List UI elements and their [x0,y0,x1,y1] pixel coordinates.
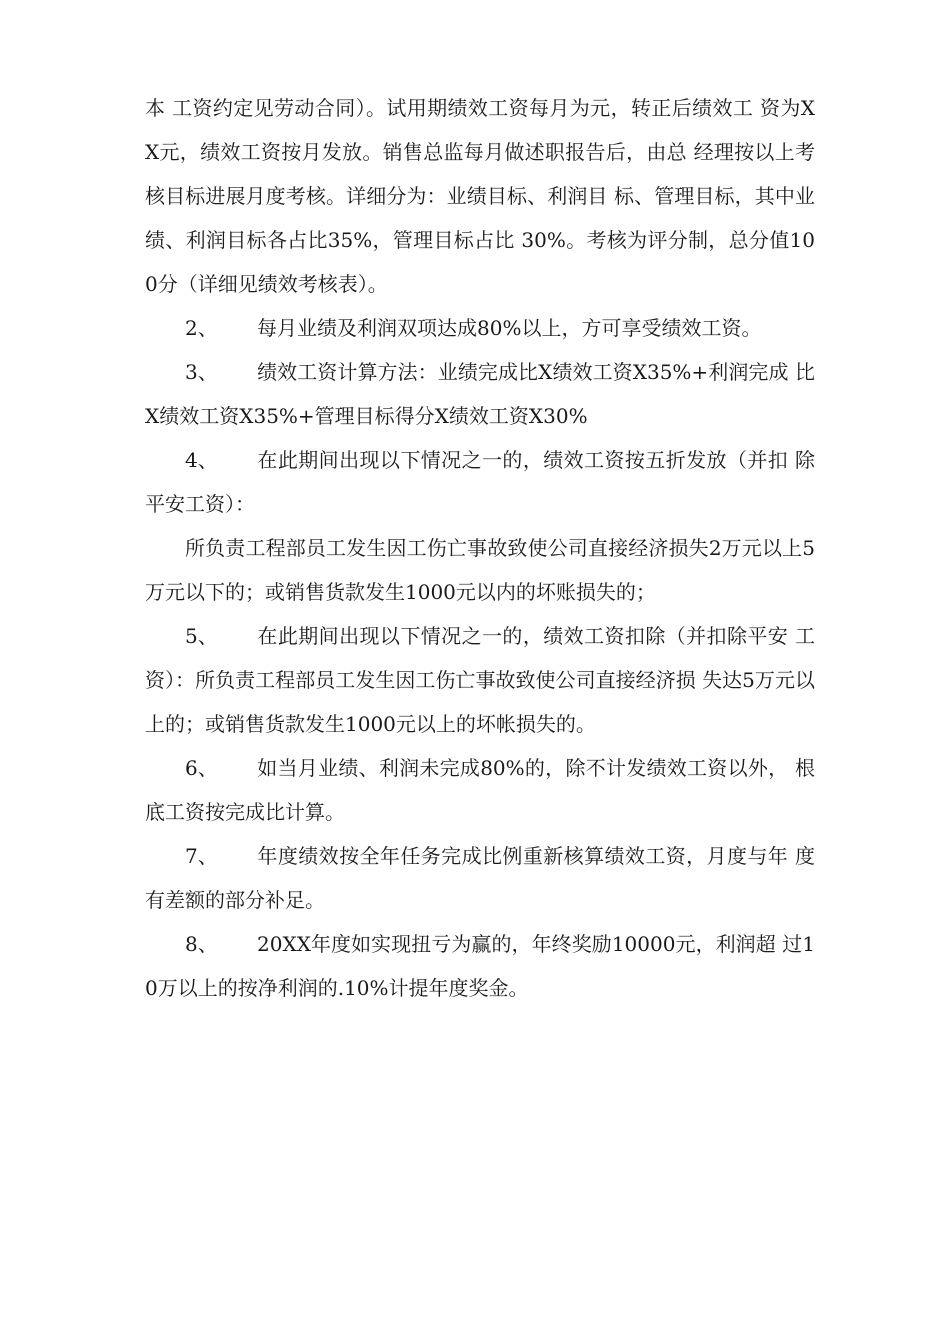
paragraph-text: 本 工资约定见劳动合同）。试用期绩效工资每月为元，转正后绩效工 资为XX元，绩效工资按月发放。销售总监每月做述职报告后，由总 经理按以上考核目标进展月度考核。详细分为：业绩目标、利润目 标、管理目标，其中业绩、利润目标各占比35%，管理目标占比 30%。考核为评分制，总分值100分（详细见绩效考核表）。 [145,96,815,296]
item-number: 5、 [185,624,218,648]
paragraph-item-4 [145,438,815,526]
paragraph-item-5 [145,614,815,746]
paragraph-text: 20XX年度如实现扭亏为赢的，年终奖励10000元，利润超 过10万以上的按净利润的.10%计提年度奖金。 [145,932,815,1000]
paragraph-text: 如当月业绩、利润未完成80%的，除不计发绩效工资以外， 根底工资按完成比计算。 [145,756,815,824]
item-number: 7、 [185,844,218,868]
paragraph-item-3 [145,350,815,438]
paragraph-text: 绩效工资计算方法：业绩完成比X绩效工资X35%+利润完成 比X绩效工资X35%+管理目标得分X绩效工资X30% [145,360,815,428]
paragraph-text: 年度绩效按全年任务完成比例重新核算绩效工资，月度与年 度有差额的部分补足。 [145,844,815,912]
paragraph-text: 所负责工程部员工发生因工伤亡事故致使公司直接经济损失2万元以上5万元以下的；或销售货款发生1000元以内的坏账损失的； [145,536,815,604]
paragraph-salary-terms [145,86,815,306]
paragraph-item-7 [145,834,815,922]
paragraph-text: 在此期间出现以下情况之一的，绩效工资按五折发放（并扣 除平安工资）： [145,448,815,516]
item-number: 2、 [185,316,218,340]
paragraph-item-4-detail [145,526,815,614]
item-number: 6、 [185,756,218,780]
paragraph-item-2 [145,306,815,350]
paragraph-text: 在此期间出现以下情况之一的，绩效工资扣除（并扣除平安 工资）：所负责工程部员工发生因工伤亡事故致使公司直接经济损 失达5万元以上的；或销售货款发生1000元以上的坏帐损失的。 [145,624,815,736]
paragraph-item-8 [145,922,815,1010]
paragraph-text: 每月业绩及利润双项达成80%以上，方可享受绩效工资。 [257,316,762,340]
item-number: 4、 [185,448,218,472]
document-body [145,86,815,1010]
item-number: 8、 [185,932,218,956]
paragraph-item-6 [145,746,815,834]
item-number: 3、 [185,360,218,384]
